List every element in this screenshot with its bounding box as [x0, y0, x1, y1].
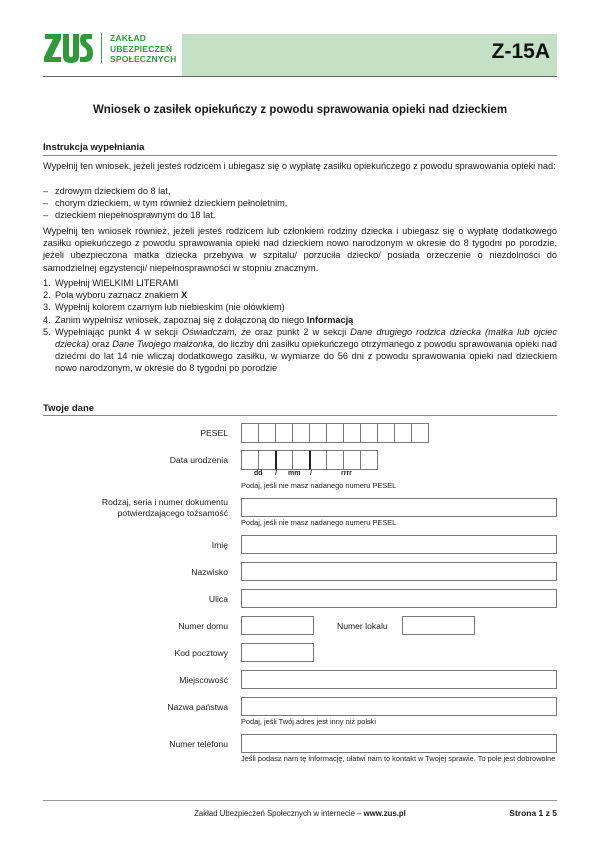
section-divider: [43, 155, 557, 156]
step-item: [43, 301, 557, 313]
country-input[interactable]: [241, 697, 557, 716]
first-name-input[interactable]: [241, 535, 557, 554]
step-text: Wypełniając punkt 4 w sekcji: [55, 326, 182, 337]
steps-list: [43, 277, 557, 375]
house-number-label: Numer domu: [178, 621, 228, 631]
birth-date-input[interactable]: [241, 450, 377, 470]
instructions-heading: Instrukcja wypełniania: [43, 142, 145, 153]
list-item: – zdrowym dzieckiem do 8 lat,: [43, 185, 557, 197]
step-text: Pola wyboru zaznacz znakiem: [55, 290, 182, 301]
pesel-digit-cell[interactable]: [258, 423, 276, 443]
step-italic: Dane Twojego małżonka,: [112, 339, 216, 350]
city-label: Miejscowość: [179, 675, 228, 685]
year-digit-cell[interactable]: [309, 450, 327, 470]
last-name-label: Nazwisko: [191, 567, 228, 577]
flat-number-label: Numer lokalu: [337, 621, 388, 631]
step-item: [43, 314, 557, 326]
step-text: Wypełnij kolorem czarnym lub niebieskim (nie ołówkiem): [55, 302, 285, 313]
month-digit-cell[interactable]: [292, 450, 310, 470]
document-hint: Podaj, jeśli nie masz nadanego numeru PESEL: [241, 518, 397, 527]
step-text: oraz punkt 2 w sekcji: [250, 326, 351, 337]
step-text: oraz: [89, 339, 113, 350]
pesel-digit-cell[interactable]: [292, 423, 310, 443]
birth-date-hint: Podaj, jeśli nie masz nadanego numeru PESEL: [241, 481, 397, 490]
footer-divider: [43, 800, 557, 801]
section-divider: [43, 415, 557, 416]
your-data-heading: Twoje dane: [43, 403, 95, 414]
year-digit-cell[interactable]: [343, 450, 361, 470]
form-code: Z-15A: [491, 40, 550, 63]
logo-separator: [101, 33, 102, 63]
logo-line-3: SPOŁECZNYCH: [110, 54, 177, 64]
format-yyyy: rrrr: [341, 470, 352, 477]
day-digit-cell[interactable]: [258, 450, 276, 470]
zus-logo-icon: [43, 32, 93, 64]
instructions-intro: Wypełnij ten wniosek, jeżeli jesteś rodzicem i ubiegasz się o wypłatę zasiłku opiekuńczego z powodu sprawowania opieki nad:: [43, 161, 556, 171]
flat-number-input[interactable]: [402, 616, 475, 635]
format-mm: mm: [288, 470, 301, 477]
step-text: do liczby dni zasiłku opiekuńczego otrzymanego z powodu sprawowania opieki nad dziećmi do lat 14 nie wliczaj dodatkowego zasiłku, w wymiarze do 56 dni z powodu sprawowania opieki nad dzieckiem nowo narodzonym, w okresie do 8 tygodni po porodzie: [55, 339, 557, 374]
street-label: Ulica: [208, 594, 228, 604]
instructions-paragraph-2: Wypełnij ten wniosek również, jeżeli jesteś rodzicem lub członkiem rodziny dziecka i ubiegasz się o wypłatę dodatkowego zasiłku opiekuńczego z powodu sprawowania opieki nad dzieckiem nowo narodzonym w okresie do 8 tygodni po porodzie, jeżeli ubezpieczona matka dziecka przebywa w szpitalu/ porzuciła dziecko/ posiada orzeczenie o niezdolności do samodzielnej egzystencji/ niepełnosprawności w stopniu znacznym.: [43, 226, 557, 273]
child-category-list: [43, 185, 557, 222]
step-item: [43, 326, 557, 375]
footer-caption: Zakład Ubezpieczeń Społecznych w internecie –: [194, 809, 364, 818]
pesel-digit-cell[interactable]: [326, 423, 344, 443]
postal-code-input[interactable]: [241, 643, 314, 662]
pesel-digit-cell[interactable]: [411, 423, 429, 443]
step-item: [43, 277, 557, 289]
document-label-line-1: Rodzaj, seria i numer dokumentu: [101, 497, 228, 507]
pesel-digit-cell[interactable]: [343, 423, 361, 443]
city-input[interactable]: [241, 670, 557, 689]
list-item: – chorym dzieckiem, w tym również dzieckiem pełnoletnim,: [43, 197, 557, 209]
step-number: 5.: [43, 326, 51, 337]
step-italic: Dane drugiego rodzica dziecka (matka lub ojciec dziecka): [55, 326, 557, 350]
document-label: [38, 497, 228, 519]
step-text: Wypełnij WIELKIMI LITERAMI: [55, 278, 179, 288]
footer-link[interactable]: www.zus.pl: [363, 809, 406, 818]
house-number-input[interactable]: [241, 616, 314, 635]
month-digit-cell[interactable]: [275, 450, 293, 470]
pesel-digit-cell[interactable]: [241, 423, 259, 443]
step-text: Zanim wypełnisz wniosek, zapoznaj się z dołączoną do niego: [55, 314, 307, 325]
pesel-input[interactable]: [241, 423, 428, 443]
list-item: – dzieckiem niepełnosprawnym do 18 lat.: [43, 209, 557, 221]
step-bold: Informacją: [306, 314, 354, 325]
step-italic: Oświadczam, że: [181, 326, 251, 337]
country-hint: Podaj, jeśli Twój adres jest inny niż polski: [241, 717, 377, 726]
last-name-input[interactable]: [241, 562, 557, 581]
logo-line-2: UBEZPIECZEŃ: [110, 43, 173, 54]
street-input[interactable]: [241, 589, 557, 608]
step-number: 3.: [43, 302, 51, 313]
step-item: [43, 289, 557, 301]
pesel-digit-cell[interactable]: [309, 423, 327, 443]
step-number: 4.: [43, 314, 51, 325]
birth-date-label: Data urodzenia: [169, 455, 228, 465]
phone-label: Numer telefonu: [169, 739, 228, 749]
pesel-digit-cell[interactable]: [360, 423, 378, 443]
logo-line-1: ZAKŁAD: [110, 33, 147, 43]
pesel-digit-cell[interactable]: [394, 423, 412, 443]
phone-input[interactable]: [241, 734, 557, 753]
country-label: Nazwa państwa: [167, 702, 228, 712]
postal-code-label: Kod pocztowy: [174, 648, 228, 658]
document-input[interactable]: [241, 498, 557, 517]
step-number: 2.: [43, 290, 51, 301]
year-digit-cell[interactable]: [326, 450, 344, 470]
format-sep: /: [275, 470, 277, 477]
document-label-line-2: potwierdzającego tożsamość: [117, 508, 228, 518]
format-sep: /: [310, 470, 312, 477]
header-divider: [43, 76, 557, 77]
logo-wordmark: [110, 33, 176, 65]
pesel-digit-cell[interactable]: [377, 423, 395, 443]
year-digit-cell[interactable]: [360, 450, 378, 470]
format-dd: dd: [254, 470, 263, 477]
page-number: Strona 1 z 5: [509, 808, 557, 818]
pesel-label: PESEL: [200, 428, 228, 438]
first-name-label: Imię: [211, 540, 228, 550]
day-digit-cell[interactable]: [241, 450, 259, 470]
step-bold: X: [181, 290, 188, 301]
page-title: Wniosek o zasiłek opiekuńczy z powodu sprawowania opieki nad dzieckiem: [92, 104, 508, 116]
step-number: 1.: [43, 278, 51, 288]
pesel-digit-cell[interactable]: [275, 423, 293, 443]
phone-hint: Jeśli podasz nam tę informację, ułatwi nam to kontakt w Twojej sprawie. To pole jest dobrowolne: [241, 754, 556, 763]
